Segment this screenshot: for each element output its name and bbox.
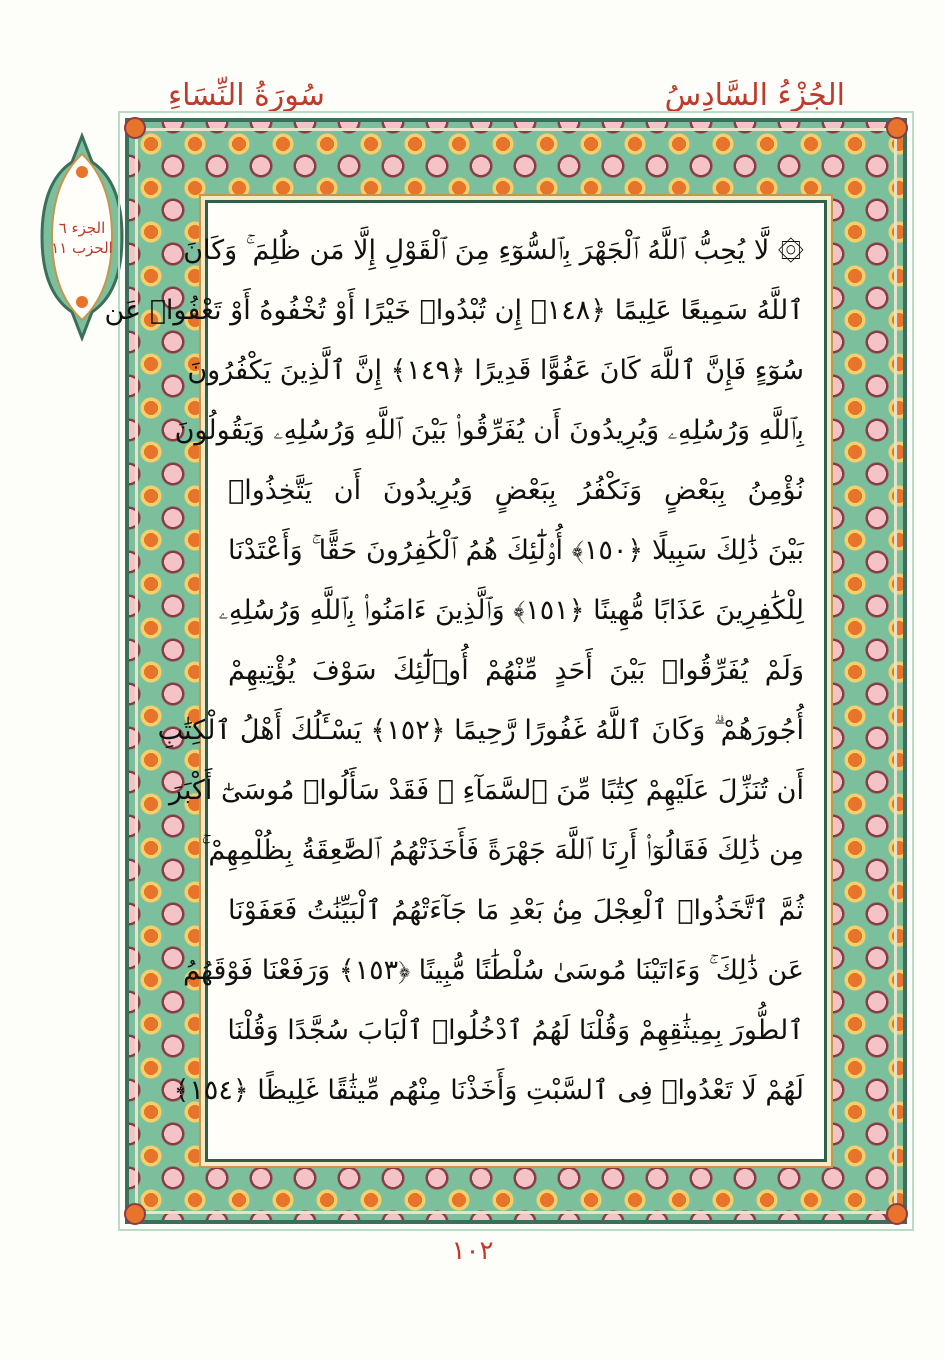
text-line: ٱلطُّورَ بِمِيثَٰقِهِمْ وَقُلْنَا لَهُمُ ٱدْخُلُوا۟ ٱلْبَابَ سُجَّدًا وَقُلْنَا: [227, 1015, 804, 1046]
text-line: ۞ لَّا يُحِبُّ ٱللَّهُ ٱلْجَهْرَ بِٱلسُّوٓءِ مِنَ ٱلْقَوْلِ إِلَّا مَن ظُلِمَ ۚ وَكَانَ: [183, 235, 804, 266]
text-line: أَن تُنَزِّلَ عَلَيْهِمْ كِتَٰبًا مِّنَ ٱلسَّمَآءِ ۚ فَقَدْ سَأَلُوا۟ مُوسَىٰٓ أَكْبَرَ: [169, 775, 804, 806]
corner-ornament-icon: [880, 1197, 914, 1231]
corner-ornament-icon: [118, 111, 152, 145]
text-line: بَيْنَ ذَٰلِكَ سَبِيلًا ﴿١٥٠﴾ أُو۟لَٰٓئِكَ هُمُ ٱلْكَٰفِرُونَ حَقًّا ۚ وَأَعْتَدْنَا: [228, 535, 804, 566]
text-line: لَهُمْ لَا تَعْدُوا۟ فِى ٱلسَّبْتِ وَأَخَذْنَا مِنْهُم مِّيثَٰقًا غَلِيظًا ﴿١٥٤﴾: [173, 1075, 804, 1106]
text-line: ثُمَّ ٱتَّخَذُوا۟ ٱلْعِجْلَ مِنۢ بَعْدِ مَا جَآءَتْهُمُ ٱلْبَيِّنَٰتُ فَعَفَوْنَا: [228, 895, 804, 926]
verse-lines: [104, 221, 804, 1121]
quran-text-panel: [104, 200, 827, 1162]
hizb-marker: [38, 218, 126, 258]
surah-title: سُورَةُ النِّسَاءِ: [168, 78, 325, 113]
text-line: سُوٓءٍ فَإِنَّ ٱللَّهَ كَانَ عَفُوًّا قَدِيرًا ﴿١٤٩﴾ إِنَّ ٱلَّذِينَ يَكْفُرُونَ: [187, 355, 804, 386]
hizb-number: الحزب ١١: [51, 239, 113, 257]
juz-number: الجزء ٦: [58, 219, 106, 237]
text-line: مِن ذَٰلِكَ فَقَالُوٓا۟ أَرِنَا ٱللَّهَ جَهْرَةً فَأَخَذَتْهُمُ ٱلصَّٰعِقَةُ بِظُلْمِهِمْ ۚ: [201, 835, 804, 866]
corner-ornament-icon: [880, 111, 914, 145]
text-line: ٱللَّهُ سَمِيعًا عَلِيمًا ﴿١٤٨﴾ إِن تُبْدُوا۟ خَيْرًا أَوْ تُخْفُوهُ أَوْ تَعْفُوا۟ عَن: [104, 295, 804, 326]
text-line: أُجُورَهُمْ ۗ وَكَانَ ٱللَّهُ غَفُورًا رَّحِيمًا ﴿١٥٢﴾ يَسْـَٔلُكَ أَهْلُ ٱلْكِتَٰبِ: [157, 715, 804, 746]
text-line: لِلْكَٰفِرِينَ عَذَابًا مُّهِينًا ﴿١٥١﴾ وَٱلَّذِينَ ءَامَنُوا۟ بِٱللَّهِ وَرُسُلِهِۦ: [218, 595, 804, 626]
corner-ornament-icon: [118, 1197, 152, 1231]
juz-title: الجُزْءُ السَّادِسُ: [664, 78, 845, 113]
text-line: عَن ذَٰلِكَ ۚ وَءَاتَيْنَا مُوسَىٰ سُلْطَٰنًا مُّبِينًا ﴿١٥٣﴾ وَرَفَعْنَا فَوْقَهُمُ: [183, 955, 804, 986]
page-number: ١٠٢: [451, 1236, 494, 1266]
text-line: وَلَمْ يُفَرِّقُوا۟ بَيْنَ أَحَدٍ مِّنْهُمْ أُو۟لَٰٓئِكَ سَوْفَ يُؤْتِيهِمْ: [228, 655, 804, 686]
text-line: بِٱللَّهِ وَرُسُلِهِۦ وَيُرِيدُونَ أَن يُفَرِّقُوا۟ بَيْنَ ٱللَّهِ وَرُسُلِهِۦ وَيَقُولُونَ: [174, 415, 804, 446]
text-line: نُؤْمِنُ بِبَعْضٍ وَنَكْفُرُ بِبَعْضٍ وَيُرِيدُونَ أَن يَتَّخِذُوا۟: [228, 475, 804, 506]
